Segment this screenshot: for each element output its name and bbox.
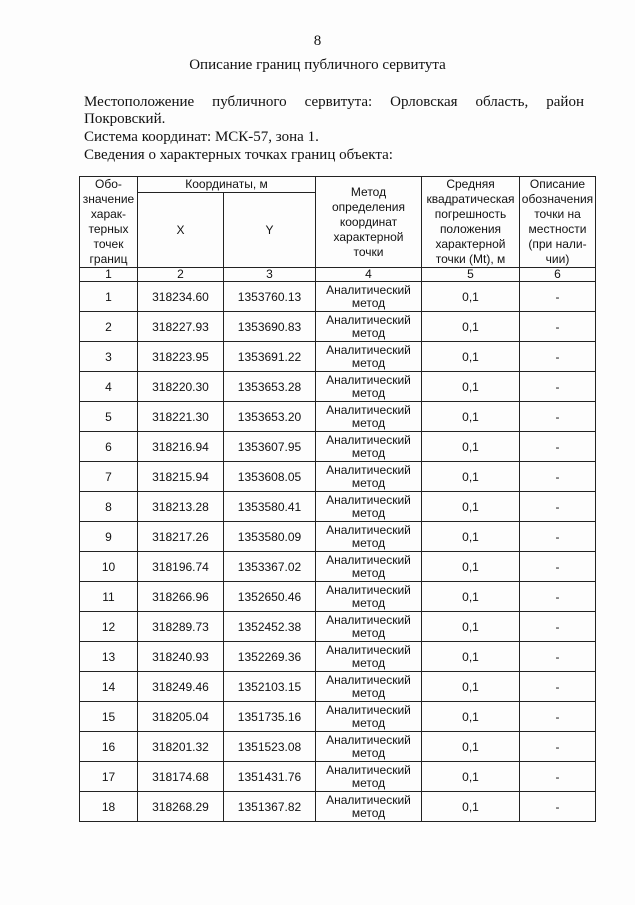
header-text: Описание обозначения точки на местности (при нали- чии) (521, 177, 594, 266)
description-cell: - (520, 402, 596, 432)
error-cell: 0,1 (422, 612, 520, 642)
x-coordinate: 318240.93 (138, 642, 224, 672)
description-cell: - (520, 582, 596, 612)
method-cell: Аналитический метод (316, 492, 422, 522)
error-cell: 0,1 (422, 522, 520, 552)
point-number: 6 (80, 432, 138, 462)
point-number: 15 (80, 702, 138, 732)
error-cell: 0,1 (422, 732, 520, 762)
location-word: область, (475, 94, 529, 110)
y-coordinate: 1352452.38 (224, 612, 316, 642)
table-row (80, 552, 596, 582)
column-number: 2 (138, 268, 224, 282)
description-cell: - (520, 702, 596, 732)
y-coordinate: 1353367.02 (224, 552, 316, 582)
table-row (80, 432, 596, 462)
method-cell: Аналитический метод (316, 372, 422, 402)
point-number: 10 (80, 552, 138, 582)
point-number: 4 (80, 372, 138, 402)
y-coordinate: 1351735.16 (224, 702, 316, 732)
table-row (80, 762, 596, 792)
method-cell: Аналитический метод (316, 462, 422, 492)
header-x: X (138, 193, 224, 268)
table-row (80, 582, 596, 612)
column-number: 3 (224, 268, 316, 282)
y-coordinate: 1352269.36 (224, 642, 316, 672)
method-cell: Аналитический метод (316, 432, 422, 462)
header-coordinates: Координаты, м (138, 177, 316, 193)
error-cell: 0,1 (422, 552, 520, 582)
error-cell: 0,1 (422, 492, 520, 522)
error-cell: 0,1 (422, 792, 520, 822)
method-cell: Аналитический метод (316, 762, 422, 792)
location-line (84, 93, 584, 111)
point-number: 11 (80, 582, 138, 612)
y-coordinate: 1353608.05 (224, 462, 316, 492)
location-word: Орловская (390, 94, 458, 110)
location-word: публичного (212, 94, 287, 110)
y-coordinate: 1352650.46 (224, 582, 316, 612)
point-number: 5 (80, 402, 138, 432)
point-number: 9 (80, 522, 138, 552)
table-row (80, 372, 596, 402)
header-description (520, 177, 596, 268)
table-row (80, 672, 596, 702)
error-cell: 0,1 (422, 672, 520, 702)
error-cell: 0,1 (422, 372, 520, 402)
x-coordinate: 318216.94 (138, 432, 224, 462)
x-coordinate: 318268.29 (138, 792, 224, 822)
method-cell: Аналитический метод (316, 552, 422, 582)
method-cell: Аналитический метод (316, 282, 422, 312)
table-row (80, 462, 596, 492)
x-coordinate: 318227.93 (138, 312, 224, 342)
table-row (80, 522, 596, 552)
error-cell: 0,1 (422, 702, 520, 732)
x-coordinate: 318215.94 (138, 462, 224, 492)
column-number: 1 (80, 268, 138, 282)
header-text: Метод определения координат характерной точки (331, 184, 406, 259)
x-coordinate: 318266.96 (138, 582, 224, 612)
y-coordinate: 1352103.15 (224, 672, 316, 702)
error-cell: 0,1 (422, 312, 520, 342)
description-cell: - (520, 612, 596, 642)
y-coordinate: 1351367.82 (224, 792, 316, 822)
description-cell: - (520, 642, 596, 672)
x-coordinate: 318249.46 (138, 672, 224, 702)
method-cell: Аналитический метод (316, 702, 422, 732)
table-row (80, 342, 596, 372)
table-row (80, 492, 596, 522)
point-number: 18 (80, 792, 138, 822)
description-cell: - (520, 672, 596, 702)
description-cell: - (520, 762, 596, 792)
x-coordinate: 318289.73 (138, 612, 224, 642)
x-coordinate: 318174.68 (138, 762, 224, 792)
column-number: 5 (422, 268, 520, 282)
header-method (316, 177, 422, 268)
y-coordinate: 1353690.83 (224, 312, 316, 342)
header-text: Средняя квадратическая погрешность положения характерной точки (Mt), м (426, 177, 515, 266)
error-cell: 0,1 (422, 282, 520, 312)
description-cell: - (520, 492, 596, 522)
x-coordinate: 318223.95 (138, 342, 224, 372)
y-coordinate: 1353653.28 (224, 372, 316, 402)
method-cell: Аналитический метод (316, 672, 422, 702)
coordinate-system: Система координат: МСК-57, зона 1. (84, 129, 319, 145)
table-row (80, 312, 596, 342)
column-number-row (80, 268, 596, 282)
method-cell: Аналитический метод (316, 402, 422, 432)
y-coordinate: 1353760.13 (224, 282, 316, 312)
x-coordinate: 318205.04 (138, 702, 224, 732)
table-row (80, 792, 596, 822)
description-cell: - (520, 552, 596, 582)
error-cell: 0,1 (422, 432, 520, 462)
description-cell: - (520, 342, 596, 372)
description-cell: - (520, 792, 596, 822)
header-point-designation (80, 177, 138, 268)
method-cell: Аналитический метод (316, 732, 422, 762)
header-error (422, 177, 520, 268)
x-coordinate: 318217.26 (138, 522, 224, 552)
header-y: Y (224, 193, 316, 268)
y-coordinate: 1351431.76 (224, 762, 316, 792)
y-coordinate: 1353691.22 (224, 342, 316, 372)
error-cell: 0,1 (422, 342, 520, 372)
method-cell: Аналитический метод (316, 612, 422, 642)
point-number: 16 (80, 732, 138, 762)
point-number: 12 (80, 612, 138, 642)
point-number: 8 (80, 492, 138, 522)
y-coordinate: 1353653.20 (224, 402, 316, 432)
table-row (80, 702, 596, 732)
y-coordinate: 1351523.08 (224, 732, 316, 762)
error-cell: 0,1 (422, 762, 520, 792)
description-cell: - (520, 432, 596, 462)
x-coordinate: 318196.74 (138, 552, 224, 582)
point-number: 17 (80, 762, 138, 792)
method-cell: Аналитический метод (316, 642, 422, 672)
x-coordinate: 318201.32 (138, 732, 224, 762)
description-cell: - (520, 282, 596, 312)
description-cell: - (520, 372, 596, 402)
header-text: Обо- значение харак- терных точек границ (82, 177, 135, 266)
document-title: Описание границ публичного сервитута (189, 57, 446, 73)
x-coordinate: 318213.28 (138, 492, 224, 522)
location-word: сервитута: (304, 94, 373, 110)
point-number: 14 (80, 672, 138, 702)
table-row (80, 642, 596, 672)
y-coordinate: 1353580.09 (224, 522, 316, 552)
method-cell: Аналитический метод (316, 522, 422, 552)
y-coordinate: 1353580.41 (224, 492, 316, 522)
description-cell: - (520, 732, 596, 762)
y-coordinate: 1353607.95 (224, 432, 316, 462)
point-number: 13 (80, 642, 138, 672)
error-cell: 0,1 (422, 402, 520, 432)
table-body (80, 282, 596, 822)
description-cell: - (520, 522, 596, 552)
x-coordinate: 318234.60 (138, 282, 224, 312)
method-cell: Аналитический метод (316, 792, 422, 822)
error-cell: 0,1 (422, 462, 520, 492)
page-number: 8 (313, 33, 322, 49)
points-header: Сведения о характерных точках границ объекта: (84, 147, 393, 163)
description-cell: - (520, 462, 596, 492)
table-row (80, 282, 596, 312)
x-coordinate: 318220.30 (138, 372, 224, 402)
point-number: 1 (80, 282, 138, 312)
column-number: 6 (520, 268, 596, 282)
point-number: 7 (80, 462, 138, 492)
location-continuation: Покровский. (84, 111, 166, 127)
description-cell: - (520, 312, 596, 342)
point-number: 3 (80, 342, 138, 372)
error-cell: 0,1 (422, 642, 520, 672)
method-cell: Аналитический метод (316, 342, 422, 372)
location-word: район (546, 94, 584, 110)
point-number: 2 (80, 312, 138, 342)
method-cell: Аналитический метод (316, 312, 422, 342)
x-coordinate: 318221.30 (138, 402, 224, 432)
boundary-points-table (79, 176, 596, 822)
table-row (80, 402, 596, 432)
error-cell: 0,1 (422, 582, 520, 612)
table-row (80, 732, 596, 762)
table-row (80, 612, 596, 642)
method-cell: Аналитический метод (316, 582, 422, 612)
location-word: Местоположение (84, 94, 195, 110)
column-number: 4 (316, 268, 422, 282)
